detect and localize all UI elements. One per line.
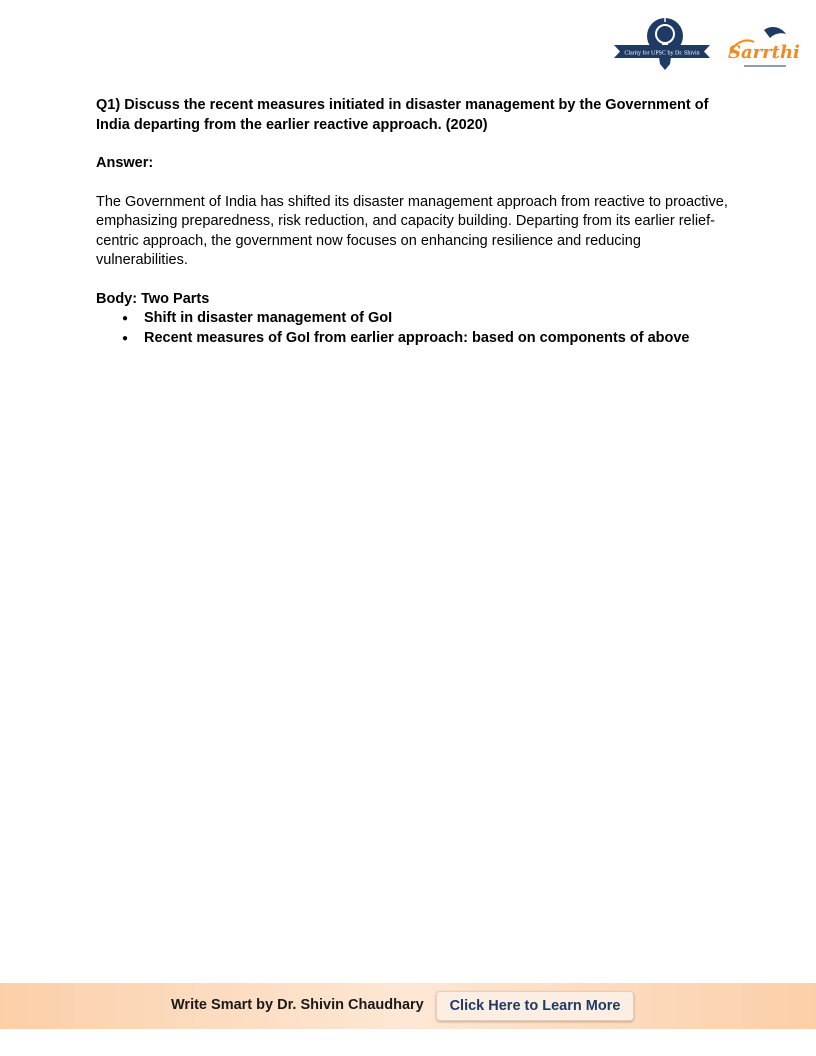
footer-text: Write Smart by Dr. Shivin Chaudhary [171,997,424,1013]
question-text: Q1) Discuss the recent measures initiated in disaster management by the Government of India departing from the earlier reactive approach. (2020) [96,97,709,133]
clarity-logo-text: Clarity for UPSC by Dr. Shivin [624,50,700,57]
sarrthi-logo [724,24,800,72]
body-label: Body: Two Parts [96,290,210,307]
list-item-text: Recent measures of GoI from earlier approach: based on components of above [144,329,690,346]
footer-banner [0,983,816,1029]
list-item-text: Shift in disaster management of GoI [144,310,393,326]
learn-more-button[interactable]: Click Here to Learn More [436,991,634,1021]
list-item [96,329,736,349]
document-content [96,96,736,348]
bullet-icon: ● [122,332,129,344]
bullet-icon: ● [122,313,129,324]
answer-paragraph: The Government of India has shifted its disaster management approach from reactive to proactive, emphasizing preparedness, risk reduction, and capacity building. Departing from its earlier relief-centric approach, the government now focuses on enhancing resilience and reducing vulnerabilities. [96,193,728,268]
list-item [96,309,736,329]
body-points-list [96,309,736,348]
answer-label: Answer: [96,155,154,171]
sarrthi-logo-text: Sarrthi [728,42,800,63]
clarity-upsc-logo [614,14,710,72]
